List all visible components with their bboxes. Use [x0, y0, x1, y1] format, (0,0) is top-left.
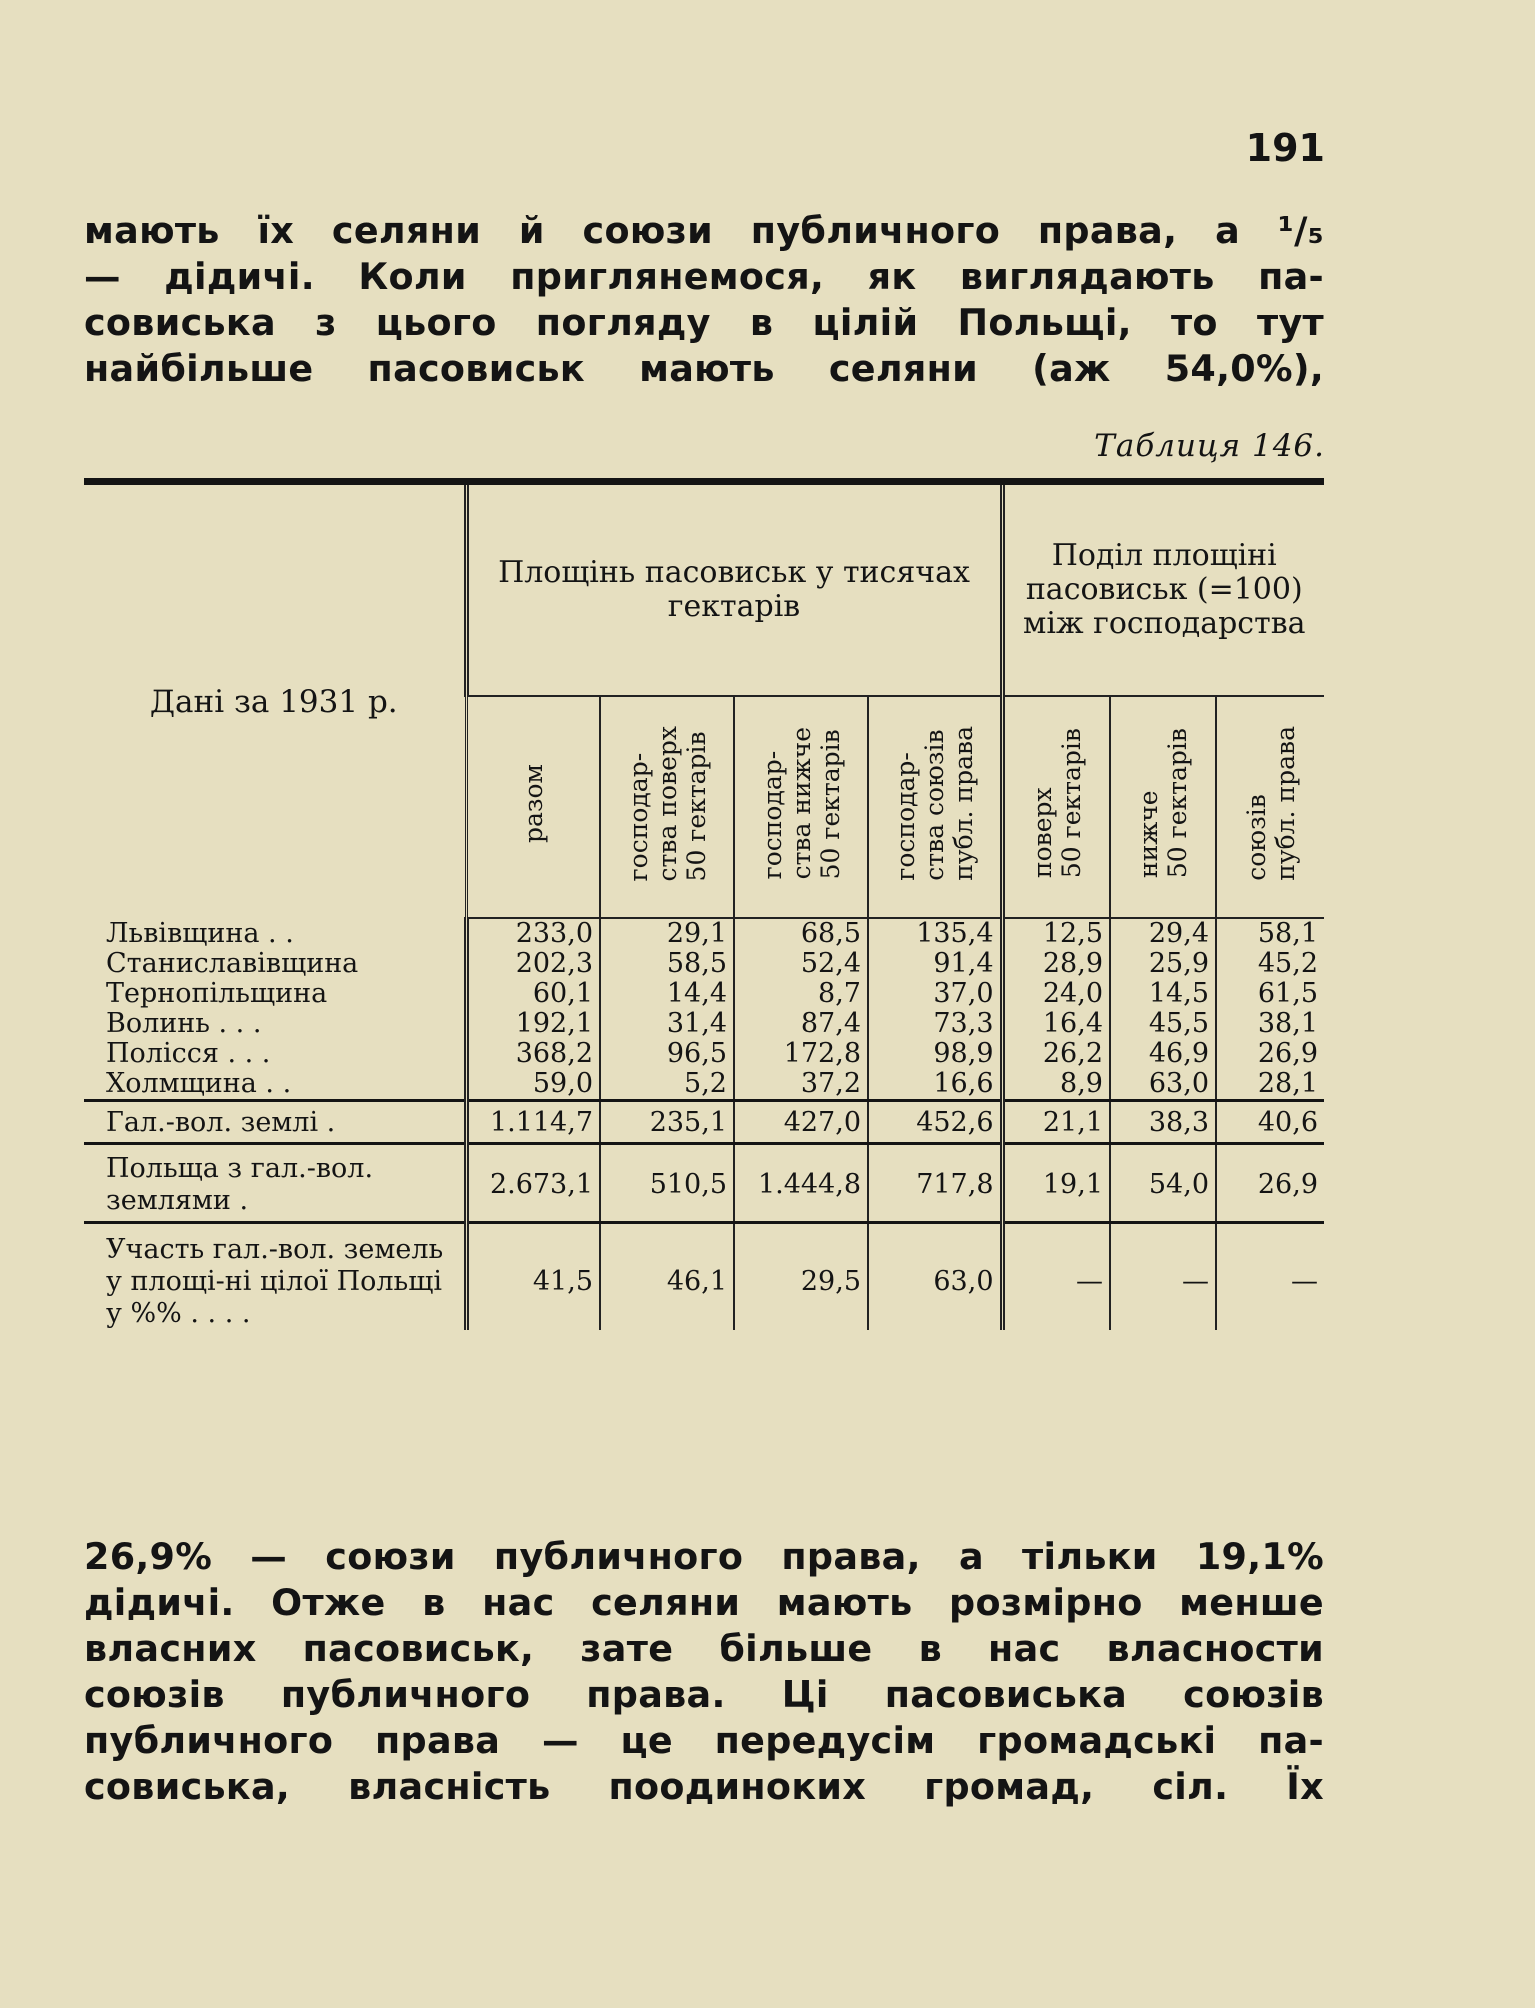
table-row [84, 1039, 1324, 1069]
column-header [1110, 696, 1216, 918]
table-cell: 46,9 [1110, 1039, 1216, 1069]
table-cell: 427,0 [734, 1101, 868, 1144]
text-line: совиська з цього погляду в цілій Польщі, то тут [84, 301, 1324, 344]
row-label: Волинь . . . [106, 1008, 262, 1039]
table-cell: 28,9 [1002, 949, 1110, 979]
column-header [600, 696, 734, 918]
table-cell: 46,1 [600, 1223, 734, 1331]
table-cell: 8,9 [1002, 1069, 1110, 1101]
table-cell: — [1216, 1223, 1324, 1331]
table-cell: 510,5 [600, 1144, 734, 1223]
table-cell: 63,0 [1110, 1069, 1216, 1101]
table-cell: 28,1 [1216, 1069, 1324, 1101]
table-cell: 29,5 [734, 1223, 868, 1331]
table-row [84, 1144, 1324, 1223]
table-cell: 60,1 [466, 979, 600, 1009]
row-label: Львівщина . . [106, 917, 294, 949]
column-header [1216, 696, 1324, 918]
table-cell: 135,4 [868, 918, 1002, 949]
table-cell: 26,2 [1002, 1039, 1110, 1069]
column-header-label: поверх 50 гектарів [1027, 728, 1086, 879]
table-cell: — [1110, 1223, 1216, 1331]
table-cell: 192,1 [466, 1009, 600, 1039]
text-line: власних пасовиськ, зате більше в нас власности [84, 1627, 1324, 1670]
table-row [84, 1101, 1324, 1144]
table-body [84, 918, 1324, 1330]
table-cell: 172,8 [734, 1039, 868, 1069]
table-cell: 29,1 [600, 918, 734, 949]
table-cell: — [1002, 1223, 1110, 1331]
table-row [84, 949, 1324, 979]
table-cell: 38,1 [1216, 1009, 1324, 1039]
table-cell: 202,3 [466, 949, 600, 979]
pasture-table [84, 478, 1324, 1330]
page-number: 191 [1245, 126, 1325, 170]
table-cell: 24,0 [1002, 979, 1110, 1009]
text-line: 26,9% — союзи публичного права, а тільки 19,1% [84, 1535, 1324, 1578]
column-header [466, 696, 600, 918]
table-row [84, 1223, 1324, 1331]
row-label: Полісся . . . [106, 1038, 271, 1069]
group-header-area: Площінь пасовиськ у тисячах гектарів [466, 482, 1002, 697]
table-row [84, 918, 1324, 949]
text-line: — дідичі. Коли приглянемося, як виглядають па- [84, 255, 1324, 298]
column-header-label: разом [518, 763, 548, 844]
table-row [84, 1009, 1324, 1039]
table-cell: 21,1 [1002, 1101, 1110, 1144]
table-cell: 52,4 [734, 949, 868, 979]
text-line: публичного права — це передусім громадські па- [84, 1719, 1324, 1762]
table-cell: 452,6 [868, 1101, 1002, 1144]
table-cell: 1.444,8 [734, 1144, 868, 1223]
table-cell: 25,9 [1110, 949, 1216, 979]
table-row [84, 979, 1324, 1009]
table-caption: Таблиця 146. [1094, 428, 1325, 464]
row-label: Холмщина . . [106, 1068, 292, 1099]
column-header-label: господар- ства поверх 50 гектарів [623, 725, 711, 882]
table-cell: 87,4 [734, 1009, 868, 1039]
column-header [1002, 696, 1110, 918]
table-cell: 1.114,7 [466, 1101, 600, 1144]
table-cell: 16,4 [1002, 1009, 1110, 1039]
paragraph-bottom [84, 1534, 1324, 1810]
table-cell: 8,7 [734, 979, 868, 1009]
paragraph-top [84, 208, 1324, 392]
table-cell: 26,9 [1216, 1039, 1324, 1069]
table-cell: 59,0 [466, 1069, 600, 1101]
column-header [734, 696, 868, 918]
row-label: Участь гал.-вол. земель у площі-ні цілої Польщі у %% . . . . [106, 1234, 444, 1329]
table-cell: 233,0 [466, 918, 600, 949]
table-cell: 96,5 [600, 1039, 734, 1069]
table-row [84, 1069, 1324, 1101]
table-cell: 54,0 [1110, 1144, 1216, 1223]
table-cell: 14,4 [600, 979, 734, 1009]
row-label: Гал.-вол. землі . [84, 1101, 466, 1144]
column-header-label: нижче 50 гектарів [1134, 728, 1192, 879]
column-header-label: господар- ства нижче 50 гектарів [757, 727, 845, 880]
table-cell: 40,6 [1216, 1101, 1324, 1144]
table-cell: 91,4 [868, 949, 1002, 979]
text-line: союзів публичного права. Ці пасовиська союзів [84, 1673, 1324, 1716]
row-label: Станиславівщина [106, 948, 359, 979]
table-cell: 5,2 [600, 1069, 734, 1101]
table-cell: 14,5 [1110, 979, 1216, 1009]
row-label: Польща з гал.-вол. землями . [106, 1153, 374, 1216]
table-cell: 235,1 [600, 1101, 734, 1144]
table-cell: 29,4 [1110, 918, 1216, 949]
table-cell: 38,3 [1110, 1101, 1216, 1144]
table-cell: 368,2 [466, 1039, 600, 1069]
table-cell: 12,5 [1002, 918, 1110, 949]
column-header [868, 696, 1002, 918]
table-cell: 45,2 [1216, 949, 1324, 979]
row-label: Тернопільщина [106, 978, 328, 1009]
table-cell: 16,6 [868, 1069, 1002, 1101]
table-cell: 41,5 [466, 1223, 600, 1331]
table-cell: 26,9 [1216, 1144, 1324, 1223]
text-line: дідичі. Отже в нас селяни мають розмірно менше [84, 1581, 1324, 1624]
table-cell: 31,4 [600, 1009, 734, 1039]
column-header-label: союзів публ. права [1241, 726, 1300, 881]
table-cell: 58,5 [600, 949, 734, 979]
table-cell: 45,5 [1110, 1009, 1216, 1039]
table-cell: 717,8 [868, 1144, 1002, 1223]
corner-header: Дані за 1931 р. [84, 482, 466, 919]
table-cell: 61,5 [1216, 979, 1324, 1009]
text-line: совиська, власність поодиноких громад, сіл. Їх [84, 1765, 1324, 1808]
table-cell: 68,5 [734, 918, 868, 949]
group-header-share: Поділ площіні пасовиськ (=100) між господарства [1002, 482, 1324, 697]
table-cell: 98,9 [868, 1039, 1002, 1069]
table-cell: 63,0 [868, 1223, 1002, 1331]
text-line: мають їх селяни й союзи публичного права, а ¹/₅ [84, 209, 1324, 252]
table-cell: 58,1 [1216, 918, 1324, 949]
table-cell: 73,3 [868, 1009, 1002, 1039]
table-cell: 37,0 [868, 979, 1002, 1009]
text-line: найбільше пасовиськ мають селяни (аж 54,0%), [84, 347, 1324, 390]
table-cell: 19,1 [1002, 1144, 1110, 1223]
table-cell: 37,2 [734, 1069, 868, 1101]
table-cell: 2.673,1 [466, 1144, 600, 1223]
column-header-label: господар- ства союзів публ. права [890, 726, 978, 881]
